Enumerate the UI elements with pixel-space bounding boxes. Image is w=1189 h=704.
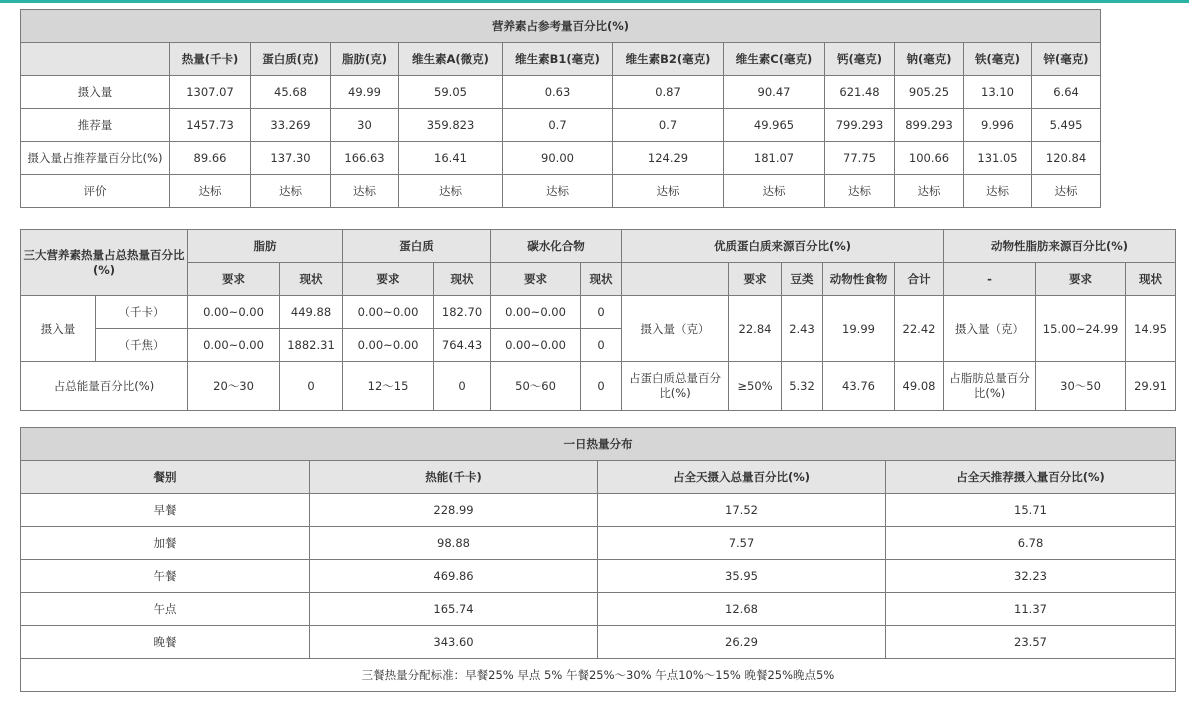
table-cell: 9.996 — [964, 109, 1032, 142]
table-cell: 29.91 — [1126, 362, 1176, 411]
subheader-require: 要求 — [491, 263, 581, 296]
table-cell: 6.64 — [1032, 76, 1101, 109]
table-row — [21, 593, 1176, 626]
daily-energy-distribution-table — [20, 427, 1176, 692]
meal-header-cell: 占全天摄入总量百分比(%) — [598, 461, 886, 494]
table-cell: 59.05 — [399, 76, 503, 109]
table-cell: 达标 — [964, 175, 1032, 208]
table-row — [21, 296, 1176, 329]
nutrient-header-cell: 铁(毫克) — [964, 43, 1032, 76]
table-cell: 12.68 — [598, 593, 886, 626]
subheader-total: 合计 — [895, 263, 944, 296]
table-cell: 0 — [434, 362, 491, 411]
table-cell: 89.66 — [170, 142, 251, 175]
table-row — [21, 560, 1176, 593]
table-cell: 5.495 — [1032, 109, 1101, 142]
meal-name: 午餐 — [21, 560, 310, 593]
table-cell: 23.57 — [886, 626, 1176, 659]
table-cell: 98.88 — [310, 527, 598, 560]
table-cell: 15.71 — [886, 494, 1176, 527]
table-cell: 13.10 — [964, 76, 1032, 109]
table-cell: 20～30 — [188, 362, 280, 411]
table-cell: 22.84 — [729, 296, 782, 362]
group-header-carbohydrate: 碳水化合物 — [491, 230, 622, 263]
table-cell: 26.29 — [598, 626, 886, 659]
table-cell: 7.57 — [598, 527, 886, 560]
subheader-require: 要求 — [188, 263, 280, 296]
subheader-status: 现状 — [581, 263, 622, 296]
table-cell: 达标 — [170, 175, 251, 208]
subheader-status: 现状 — [434, 263, 491, 296]
table-cell: 449.88 — [280, 296, 343, 329]
table-cell: 0.00~0.00 — [491, 329, 581, 362]
table-cell: 228.99 — [310, 494, 598, 527]
group-header-protein: 蛋白质 — [343, 230, 491, 263]
table-cell: 达标 — [331, 175, 399, 208]
table-cell: 达标 — [503, 175, 613, 208]
table-cell: 15.00~24.99 — [1036, 296, 1126, 362]
table-cell: 30～50 — [1036, 362, 1126, 411]
table-cell: 0.00~0.00 — [491, 296, 581, 329]
table-cell: 达标 — [1032, 175, 1101, 208]
meal-name: 早餐 — [21, 494, 310, 527]
table-cell: 905.25 — [895, 76, 964, 109]
table-cell: 0 — [581, 362, 622, 411]
table-cell: 343.60 — [310, 626, 598, 659]
nutrient-header-cell — [21, 43, 170, 76]
table-row — [21, 626, 1176, 659]
table-cell: 49.08 — [895, 362, 944, 411]
row-label: 摄入量占推荐量百分比(%) — [21, 142, 170, 175]
group-header-animal-fat-source: 动物性脂肪来源百分比(%) — [944, 230, 1176, 263]
table-cell: 达标 — [399, 175, 503, 208]
table-row — [21, 494, 1176, 527]
table-row — [21, 142, 1101, 175]
table-row — [21, 362, 1176, 411]
subheader-dash: - — [944, 263, 1036, 296]
table-cell: 124.29 — [613, 142, 724, 175]
table-cell: 49.99 — [331, 76, 399, 109]
meal-name: 午点 — [21, 593, 310, 626]
subheader-beans: 豆类 — [782, 263, 823, 296]
table-cell: 30 — [331, 109, 399, 142]
nutrient-header-cell: 钙(毫克) — [825, 43, 895, 76]
group-header-fat: 脂肪 — [188, 230, 343, 263]
table-cell: 182.70 — [434, 296, 491, 329]
table-cell: 0.00~0.00 — [188, 296, 280, 329]
table-cell: ≥50% — [729, 362, 782, 411]
nutrient-header-cell: 钠(毫克) — [895, 43, 964, 76]
table-cell: 16.41 — [399, 142, 503, 175]
table-cell: 22.42 — [895, 296, 944, 362]
table-cell: 49.965 — [724, 109, 825, 142]
table-cell: 90.00 — [503, 142, 613, 175]
table-cell: 达标 — [895, 175, 964, 208]
table-cell: 166.63 — [331, 142, 399, 175]
subheader-blank — [622, 263, 729, 296]
table-cell: 0.00~0.00 — [343, 296, 434, 329]
meal-distribution-standard-note: 三餐热量分配标准：早餐25% 早点 5% 午餐25%～30% 午点10%～15% 晚餐25%晚点5% — [21, 659, 1176, 692]
fat-source-intake-label: 摄入量（克） — [944, 296, 1036, 362]
table-cell: 131.05 — [964, 142, 1032, 175]
table-cell: 0.00~0.00 — [188, 329, 280, 362]
table-cell: 799.293 — [825, 109, 895, 142]
table-row — [21, 527, 1176, 560]
group-header-quality-protein-source: 优质蛋白质来源百分比(%) — [622, 230, 944, 263]
row-label: 推荐量 — [21, 109, 170, 142]
table-cell: 0 — [581, 296, 622, 329]
table-cell: 0 — [581, 329, 622, 362]
table-cell: 0.87 — [613, 76, 724, 109]
table-cell: 469.86 — [310, 560, 598, 593]
table-cell: 0.00~0.00 — [343, 329, 434, 362]
meal-name: 晚餐 — [21, 626, 310, 659]
subheader-require: 要求 — [729, 263, 782, 296]
nutrient-header-cell: 锌(毫克) — [1032, 43, 1101, 76]
table-cell: 达标 — [613, 175, 724, 208]
table-cell: 45.68 — [251, 76, 331, 109]
table-cell: 120.84 — [1032, 142, 1101, 175]
macronutrient-energy-table — [20, 229, 1176, 411]
nutrient-reference-table — [20, 9, 1101, 208]
nutrient-header-cell: 维生素A(微克) — [399, 43, 503, 76]
table-row — [21, 76, 1101, 109]
table-row — [21, 109, 1101, 142]
meal-table-title: 一日热量分布 — [21, 428, 1176, 461]
table-cell: 1882.31 — [280, 329, 343, 362]
table-cell: 达标 — [251, 175, 331, 208]
meal-header-cell: 餐别 — [21, 461, 310, 494]
macro-corner-header: 三大营养素热量占总热量百分比(%) — [21, 230, 188, 296]
table-cell: 43.76 — [823, 362, 895, 411]
table-cell: 35.95 — [598, 560, 886, 593]
nutrient-header-row — [21, 43, 1101, 76]
table-cell: 11.37 — [886, 593, 1176, 626]
nutrient-header-cell: 热量(千卡) — [170, 43, 251, 76]
table-cell: 181.07 — [724, 142, 825, 175]
subheader-require: 要求 — [1036, 263, 1126, 296]
nutrient-table-title: 营养素占参考量百分比(%) — [21, 10, 1101, 43]
table-cell: 1457.73 — [170, 109, 251, 142]
meal-name: 加餐 — [21, 527, 310, 560]
intake-label: 摄入量 — [21, 296, 96, 362]
table-cell: 2.43 — [782, 296, 823, 362]
table-cell: 137.30 — [251, 142, 331, 175]
unit-kcal: （千卡） — [96, 296, 188, 329]
protein-source-pct-label: 占蛋白质总量百分比(%) — [622, 362, 729, 411]
table-cell: 50～60 — [491, 362, 581, 411]
table-cell: 1307.07 — [170, 76, 251, 109]
row-label: 摄入量 — [21, 76, 170, 109]
meal-header-row — [21, 461, 1176, 494]
table-cell: 19.99 — [823, 296, 895, 362]
table-cell: 12～15 — [343, 362, 434, 411]
table-cell: 621.48 — [825, 76, 895, 109]
nutrient-header-cell: 维生素C(毫克) — [724, 43, 825, 76]
subheader-animal-food: 动物性食物 — [823, 263, 895, 296]
table-cell: 32.23 — [886, 560, 1176, 593]
nutrient-header-cell: 维生素B2(毫克) — [613, 43, 724, 76]
table-cell: 0.7 — [613, 109, 724, 142]
table-cell: 899.293 — [895, 109, 964, 142]
unit-kj: （千焦） — [96, 329, 188, 362]
table-cell: 14.95 — [1126, 296, 1176, 362]
subheader-status: 现状 — [280, 263, 343, 296]
table-cell: 100.66 — [895, 142, 964, 175]
subheader-status: 现状 — [1126, 263, 1176, 296]
nutrient-header-cell: 蛋白质(克) — [251, 43, 331, 76]
nutrient-header-cell: 脂肪(克) — [331, 43, 399, 76]
table-cell: 764.43 — [434, 329, 491, 362]
meal-header-cell: 热能(千卡) — [310, 461, 598, 494]
table-cell: 6.78 — [886, 527, 1176, 560]
macro-subheader-row — [21, 263, 1176, 296]
table-cell: 0.63 — [503, 76, 613, 109]
macro-header-row — [21, 230, 1176, 263]
table-cell: 0.7 — [503, 109, 613, 142]
row-label: 评价 — [21, 175, 170, 208]
fat-source-pct-label: 占脂肪总量百分比(%) — [944, 362, 1036, 411]
table-cell: 达标 — [724, 175, 825, 208]
nutrient-header-cell: 维生素B1(毫克) — [503, 43, 613, 76]
meal-header-cell: 占全天推荐摄入量百分比(%) — [886, 461, 1176, 494]
table-cell: 5.32 — [782, 362, 823, 411]
table-row — [21, 175, 1101, 208]
table-cell: 17.52 — [598, 494, 886, 527]
table-cell: 359.823 — [399, 109, 503, 142]
top-accent-line — [0, 0, 1189, 3]
protein-source-intake-label: 摄入量（克） — [622, 296, 729, 362]
energy-pct-label: 占总能量百分比(%) — [21, 362, 188, 411]
table-cell: 33.269 — [251, 109, 331, 142]
table-cell: 165.74 — [310, 593, 598, 626]
table-cell: 达标 — [825, 175, 895, 208]
table-cell: 90.47 — [724, 76, 825, 109]
table-cell: 77.75 — [825, 142, 895, 175]
table-cell: 0 — [280, 362, 343, 411]
subheader-require: 要求 — [343, 263, 434, 296]
